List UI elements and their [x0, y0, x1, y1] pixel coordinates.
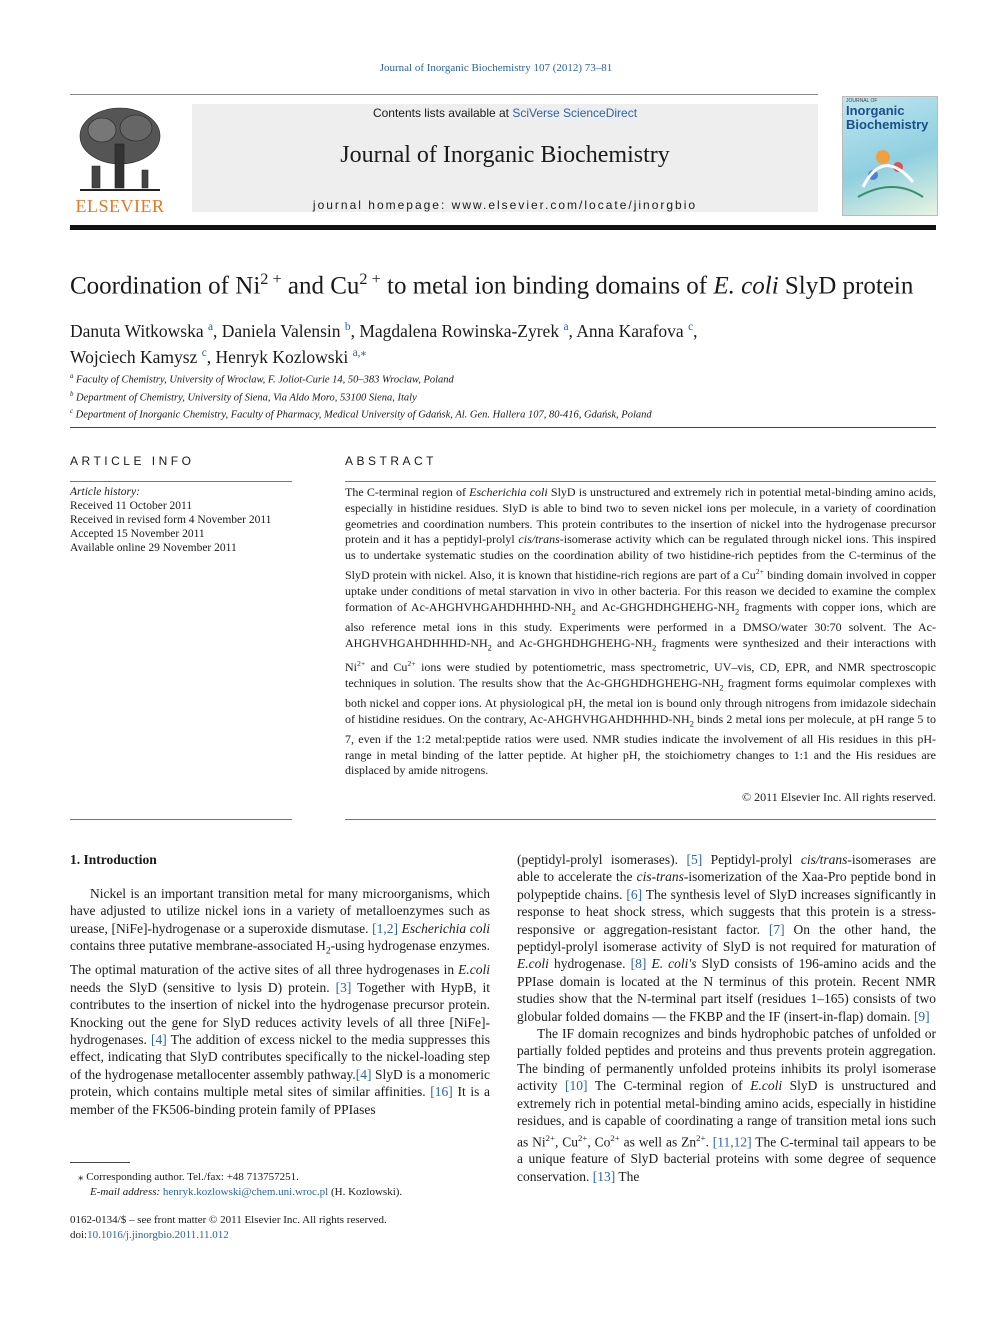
affiliations: [70, 370, 950, 423]
elsevier-wordmark: ELSEVIER: [75, 196, 165, 216]
cover-title: Inorganic Biochemistry: [846, 103, 929, 132]
affiliation-line: [70, 388, 950, 406]
author-name[interactable]: Daniela Valensin: [221, 320, 341, 341]
footnote-rule: [70, 1162, 130, 1163]
issn-line: [70, 1213, 490, 1243]
abstract-text: The C-terminal region of Escherichia coli SlyD is unstructured and extremely rich in potential metal-binding amino acids, especially in histidine residues. SlyD is able to bind two to seven nickel ions per molecule, in a variety of coordination geometries and coordination numbers. This protein contributes to the insertion of nickel into the hydrogenase precursor protein and it has a peptidyl-prolyl cis/trans-isomerase activity which can be regulated through nickel ions. This inspired us to undertake systematic studies on the coordination ability of two histidine-rich peptides from the C-terminus of the SlyD protein with nickel. Also, it is known that histidine-rich regions are part of a $Cu^{2+}$ binding domain involved in copper uptake under conditions of metal starvation in vivo in other bacteria. For this reason we decided to examine the complex formation of $Ac-AHGHVHGAHDHHHD-NH_2$ and $Ac-GHGHDHGHEHG-NH_2$ fragments with copper ions, which are also reference metal ions in this study. Experiments were performed in a DMSO/water 30:70 solvent. The $Ac-AHGHVHGAHDHHHD-NH_2$ and $Ac-GHGHDHGHEHG-NH_2$ fragments were synthesized and their interactions with $Ni^{2+}$ and $Cu^{2+}$ ions were studied by potentiometric, mass spectrometric, UV–vis, CD, EPR, and NMR spectroscopic techniques in solution. The results show that the $Ac-GHGHDHGHEHG-NH_2$ fragment forms equimolar complexes with both nickel and copper ions. At physiological pH, the metal ion is bound only through nitrogens from imidazole sidechain of histidine residues. On the contrary, $Ac-AHGHVHGAHDHHHD-NH_2$ binds 2 metal ions per molecule, at pH range 5 to 7, even if the 1:2 metal:peptide ratios were used. NMR studies indicate the involvement of all His residues in this pH-range in metal binding of the latter peptide. At higher pH, the stoichiometry changes to 1:1 and the His residues are displaced by amide nitrogens.: [345, 485, 937, 778]
abstract-copyright: © 2011 Elsevier Inc. All rights reserved.: [742, 790, 936, 804]
email-link[interactable]: henryk.kozlowski@chem.uni.wroc.pl: [162, 1186, 329, 1198]
history-label: Article history:: [70, 486, 140, 498]
history-item: Available online 29 November 2011: [70, 542, 237, 554]
title-text: and Cu: [281, 272, 360, 300]
article-info-bottom-rule: [70, 819, 292, 820]
title-text: SlyD protein: [778, 272, 914, 300]
article-history: [70, 485, 300, 555]
history-item: Received in revised form 4 November 2011: [70, 514, 272, 526]
homepage-link[interactable]: www.elsevier.com/locate/jinorgbio: [451, 198, 698, 212]
affiliation-text: Department of Chemistry, University of Siena, Via Aldo Moro, 53100 Siena, Italy: [76, 392, 417, 403]
title-text: to metal ion binding domains of: [380, 272, 714, 300]
title-charge: 2 +: [359, 270, 381, 288]
section-divider: [70, 427, 936, 428]
header-divider: [70, 94, 818, 95]
affiliation-mark[interactable]: a: [563, 321, 569, 333]
article-title: [70, 270, 950, 300]
body-column-right: [517, 851, 936, 1185]
corresponding-author-footnote: ⁎ Corresponding author. Tel./fax: +48 713757251. E-mail address: henryk.kozlowski@chem.uni.wroc.pl (H. Kozlowski).: [78, 1171, 403, 1198]
author-list: Danuta Witkowska $^a$, Daniela Valensin $^b$, Magdalena Rowinska-Zyrek $^a$, Anna Karafova $^c$, Wojciech Kamysz $^c$, Henryk Kozlowski $^{a,⁎}$: [70, 320, 698, 367]
affiliation-mark[interactable]: b: [344, 321, 351, 333]
affiliation-mark[interactable]: a,⁎: [352, 346, 367, 359]
doi-link[interactable]: 10.1016/j.jinorgbio.2011.11.012: [87, 1229, 229, 1241]
author-name[interactable]: Magdalena Rowinska-Zyrek: [359, 320, 560, 341]
article-info-rule: [70, 481, 292, 482]
sciencedirect-link[interactable]: SciVerse ScienceDirect: [512, 106, 638, 120]
title-charge: 2 +: [260, 270, 282, 288]
affiliation-mark[interactable]: c: [201, 346, 207, 359]
affiliation-text: Faculty of Chemistry, University of Wroclaw, F. Joliot-Curie 14, 50–383 Wroclaw, Poland: [76, 374, 454, 386]
history-item: Accepted 15 November 2011: [70, 528, 205, 540]
affiliation-label: b: [70, 390, 74, 398]
homepage-prefix: journal homepage:: [312, 198, 452, 212]
journal-homepage: [192, 198, 818, 212]
history-item: Received 11 October 2011: [70, 500, 193, 512]
paragraph: Nickel is an important transition metal for many microorganisms, which have adjusted to utilize nickel ions in a variety of metalloenzymes such as urease, [NiFe]-hydrogenase or a superoxide dismutase. [1,2] Escherichia coli contains three putative membrane-associated $H_2$-using hydrogenase enzymes. The optimal maturation of the active sites of all three hydrogenases in E.coli needs the SlyD (sensitive to lysis D) protein. [3] Together with HypB, it contributes to the insertion of nickel into the hydrogenase precursor protein. Knocking out the gene for SlyD reduces activity levels of all three [NiFe]-hydrogenases. [4] The addition of excess nickel to the media suppresses this effect, indicating that SlyD contributes specifically to the nickel-loading step of the hydrogenase metallocenter assembly pathway.[4] SlyD is a monomeric protein, which contains multiple metal sites of similar affinities. [16] It is a member of the FK506-binding protein family of PPIases: [70, 886, 490, 1117]
affiliation-mark[interactable]: a: [207, 321, 214, 333]
article-info-heading: ARTICLE INFO: [70, 454, 195, 468]
contents-prefix: Contents lists available at: [372, 106, 513, 120]
affiliation-text: Department of Inorganic Chemistry, Faculty of Pharmacy, Medical University of Gdańsk, Al. Gen. Hallera 107, 80-416, Gdańsk, Poland: [75, 409, 652, 421]
affiliation-mark[interactable]: c: [688, 321, 694, 333]
corresponding-text: Corresponding author. Tel./fax: +48 713757251.: [86, 1171, 299, 1183]
title-species: E. coli: [713, 272, 779, 300]
author-name[interactable]: Danuta Witkowska: [70, 320, 204, 341]
author-name[interactable]: Anna Karafova: [576, 320, 684, 341]
journal-name: Journal of Inorganic Biochemistry: [340, 142, 670, 168]
abstract-rule: [345, 481, 936, 482]
title-text: Coordination of Ni: [70, 272, 261, 300]
front-matter: 0162-0134/$ – see front matter © 2011 Elsevier Inc. All rights reserved.: [70, 1214, 387, 1226]
section-heading-introduction: 1. Introduction: [70, 852, 157, 867]
author-name[interactable]: Henryk Kozlowski: [215, 346, 349, 367]
doi-label: doi:: [70, 1229, 88, 1241]
abstract-bottom-rule: [345, 819, 936, 820]
affiliation-line: [70, 405, 950, 423]
author-name[interactable]: Wojciech Kamysz: [70, 346, 198, 367]
paragraph: (peptidyl-prolyl isomerases). [5] Peptidyl-prolyl cis/trans-isomerases are able to accelerate the cis-trans-isomerization of the Xaa-Pro peptide bond in polypeptide chains. [6] The synthesis level of SlyD increases significantly in response to heat shock stress, which suggests that this protein is a stress-responsive or aggregation-resistant factor. [7] On the other hand, the peptidyl-prolyl isomerase activity of SlyD is not required for maturation of E.coli hydrogenase. [8] E. coli's SlyD consists of 196-amino acids and the PPIase domain is located at the N terminus of this protein. Recent NMR studies show that the N-terminal part itself (residues 1–165) consists of two globular folded domains — the FKBP and the IF (insert-in-flap) domain. [9]: [517, 852, 937, 1024]
body-column-left: [70, 885, 490, 1118]
header-thick-rule: [70, 225, 936, 230]
affiliation-line: [70, 370, 950, 388]
affiliation-label: c: [70, 408, 74, 415]
email-label: E-mail address:: [90, 1186, 163, 1198]
cover-pre-title: JOURNAL OF: [846, 98, 878, 104]
journal-citation[interactable]: Journal of Inorganic Biochemistry 107 (2012) 73–81: [379, 62, 613, 74]
affiliation-label: a: [70, 373, 74, 380]
abstract-heading: ABSTRACT: [345, 454, 438, 468]
paragraph: The IF domain recognizes and binds hydrophobic patches of unfolded or partially folded peptides and proteins and thus prevents protein aggregation. The binding of permanently unfolded proteins inhibits its prolyl isomerase activity [10] The C-terminal region of E.coli SlyD is unstructured and extremely rich in potential metal-binding amino acids, especially in histidine residues, and is capable of coordinating a range of transition metal ions such as $Ni^{2+}$, $Cu^{2+}$, $Co^{2+}$ as well as $Zn^{2+}$. [11,12] The C-terminal tail appears to be a unique feature of SlyD bacterial proteins with some degree of sequence conservation. [13] The: [517, 1026, 936, 1184]
email-suffix: (H. Kozlowski).: [328, 1186, 403, 1198]
contents-line: [192, 106, 818, 120]
